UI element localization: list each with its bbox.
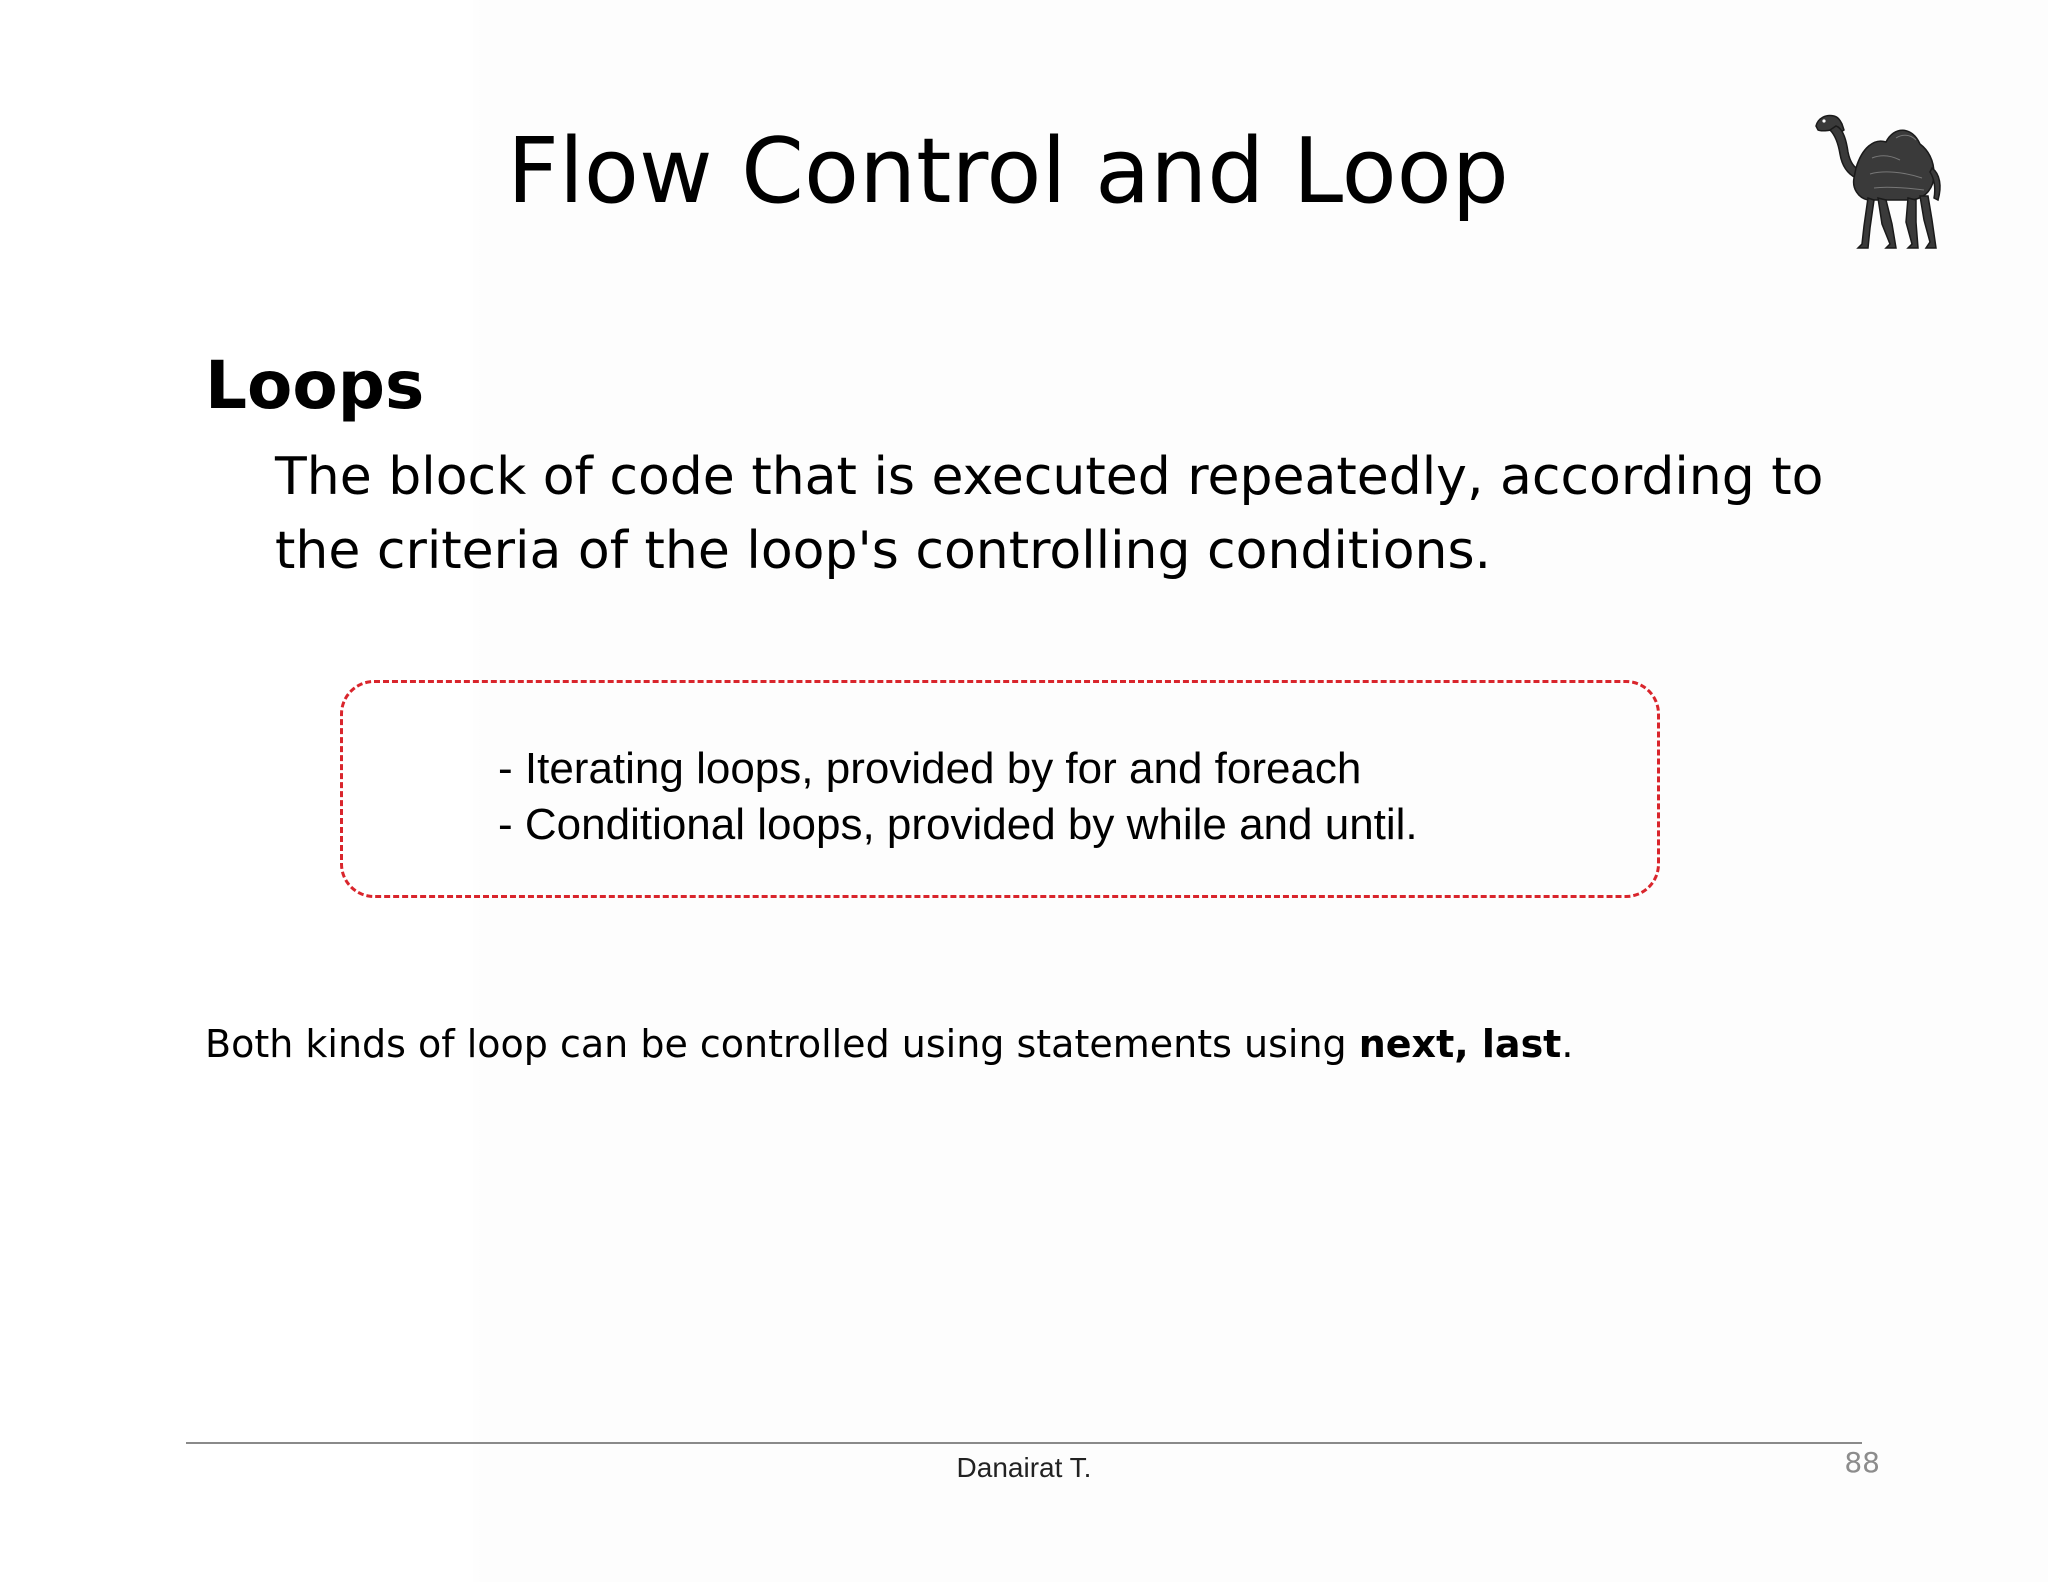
- note-prefix: Both kinds of loop can be controlled using statements using: [205, 1022, 1359, 1066]
- footer-author: Danairat T.: [956, 1452, 1092, 1483]
- section-heading: Loops: [205, 347, 425, 424]
- list-item: - Conditional loops, provided by while and until.: [498, 800, 1418, 849]
- page-number: 88: [1844, 1446, 1880, 1479]
- footer-divider: [186, 1442, 1862, 1444]
- intro-text: The block of code that is executed repeatedly, according to the criteria of the loop's controlling conditions.: [275, 447, 1824, 581]
- loop-control-note: [205, 1022, 1573, 1068]
- slide-title: Flow Control and Loop: [507, 119, 1509, 224]
- camel-icon: [1812, 108, 1948, 252]
- list-item: - Iterating loops, provided by for and foreach: [498, 744, 1362, 793]
- loop-types-box: [340, 680, 1660, 898]
- note-suffix: .: [1561, 1022, 1574, 1066]
- note-keywords: next, last: [1358, 1022, 1562, 1066]
- loop-types-list: [498, 741, 1418, 853]
